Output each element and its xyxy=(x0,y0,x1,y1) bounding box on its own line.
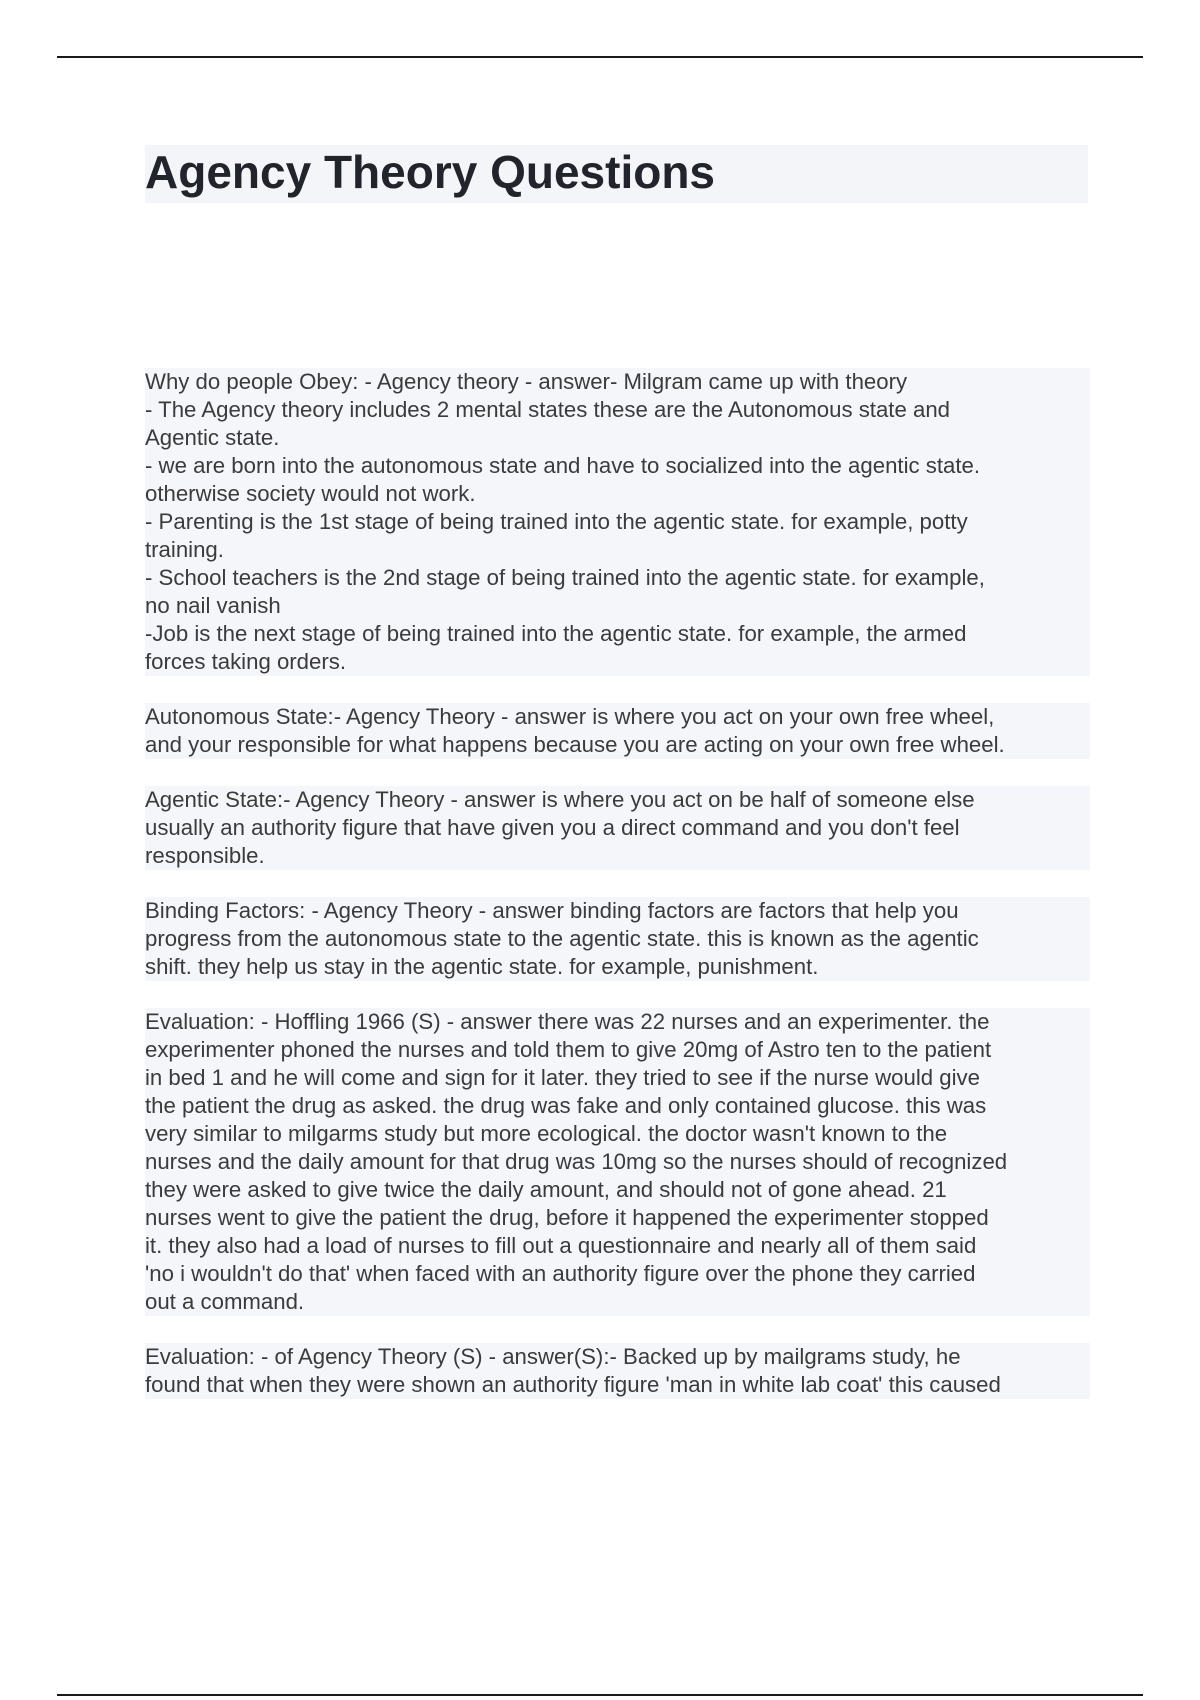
qa-block-binding-factors xyxy=(145,897,1090,981)
text-line: 'no i wouldn't do that' when faced with an authority figure over the phone they carried xyxy=(145,1261,976,1286)
text-line: and your responsible for what happens because you are acting on your own free wheel. xyxy=(145,732,1005,757)
text-line: responsible. xyxy=(145,843,265,868)
text-line: Why do people Obey: - Agency theory - answer- Milgram came up with theory xyxy=(145,369,908,394)
text-line: Evaluation: - Hoffling 1966 (S) - answer there was 22 nurses and an experimenter. the xyxy=(145,1009,990,1034)
text-line: - we are born into the autonomous state and have to socialized into the agentic state. xyxy=(145,453,981,478)
text-line: in bed 1 and he will come and sign for it later. they tried to see if the nurse would give xyxy=(145,1065,980,1090)
text-line: forces taking orders. xyxy=(145,649,347,674)
text-line: Evaluation: - of Agency Theory (S) - answer(S):- Backed up by mailgrams study, he xyxy=(145,1344,961,1369)
document-body xyxy=(145,368,1090,1426)
text-line: Binding Factors: - Agency Theory - answer binding factors are factors that help you xyxy=(145,898,959,923)
text-line: - School teachers is the 2nd stage of being trained into the agentic state. for example, xyxy=(145,565,985,590)
text-line: - Parenting is the 1st stage of being trained into the agentic state. for example, potty xyxy=(145,509,968,534)
text-line: they were asked to give twice the daily amount, and should not of gone ahead. 21 xyxy=(145,1177,947,1202)
text-line: very similar to milgarms study but more ecological. the doctor wasn't known to the xyxy=(145,1121,948,1146)
text-line: Autonomous State:- Agency Theory - answer is where you act on your own free wheel, xyxy=(145,704,995,729)
text-line: -Job is the next stage of being trained into the agentic state. for example, the armed xyxy=(145,621,967,646)
text-line: - The Agency theory includes 2 mental states these are the Autonomous state and xyxy=(145,397,950,422)
text-line: no nail vanish xyxy=(145,593,281,618)
text-line: usually an authority figure that have given you a direct command and you don't feel xyxy=(145,815,960,840)
text-line: nurses and the daily amount for that drug was 10mg so the nurses should of recognized xyxy=(145,1149,1008,1174)
bottom-divider xyxy=(57,1694,1143,1696)
text-line: out a command. xyxy=(145,1289,305,1314)
text-line: progress from the autonomous state to the agentic state. this is known as the agentic xyxy=(145,926,979,951)
qa-block-agency-evaluation xyxy=(145,1343,1090,1399)
text-line: training. xyxy=(145,537,224,562)
text-line: Agentic state. xyxy=(145,425,280,450)
qa-block-obey xyxy=(145,368,1090,676)
text-line: otherwise society would not work. xyxy=(145,481,476,506)
text-line: shift. they help us stay in the agentic state. for example, punishment. xyxy=(145,954,819,979)
text-line: Agentic State:- Agency Theory - answer is where you act on be half of someone else xyxy=(145,787,975,812)
qa-block-agentic-state xyxy=(145,786,1090,870)
text-line: nurses went to give the patient the drug, before it happened the experimenter stopped xyxy=(145,1205,989,1230)
qa-block-hoffling xyxy=(145,1008,1090,1316)
text-line: the patient the drug as asked. the drug was fake and only contained glucose. this was xyxy=(145,1093,987,1118)
text-line: it. they also had a load of nurses to fill out a questionnaire and nearly all of them said xyxy=(145,1233,977,1258)
qa-block-autonomous-state xyxy=(145,703,1090,759)
text-line: experimenter phoned the nurses and told them to give 20mg of Astro ten to the patient xyxy=(145,1037,992,1062)
text-line: found that when they were shown an authority figure 'man in white lab coat' this caused xyxy=(145,1372,1001,1397)
top-divider xyxy=(57,56,1143,58)
page-title: Agency Theory Questions xyxy=(145,146,716,198)
